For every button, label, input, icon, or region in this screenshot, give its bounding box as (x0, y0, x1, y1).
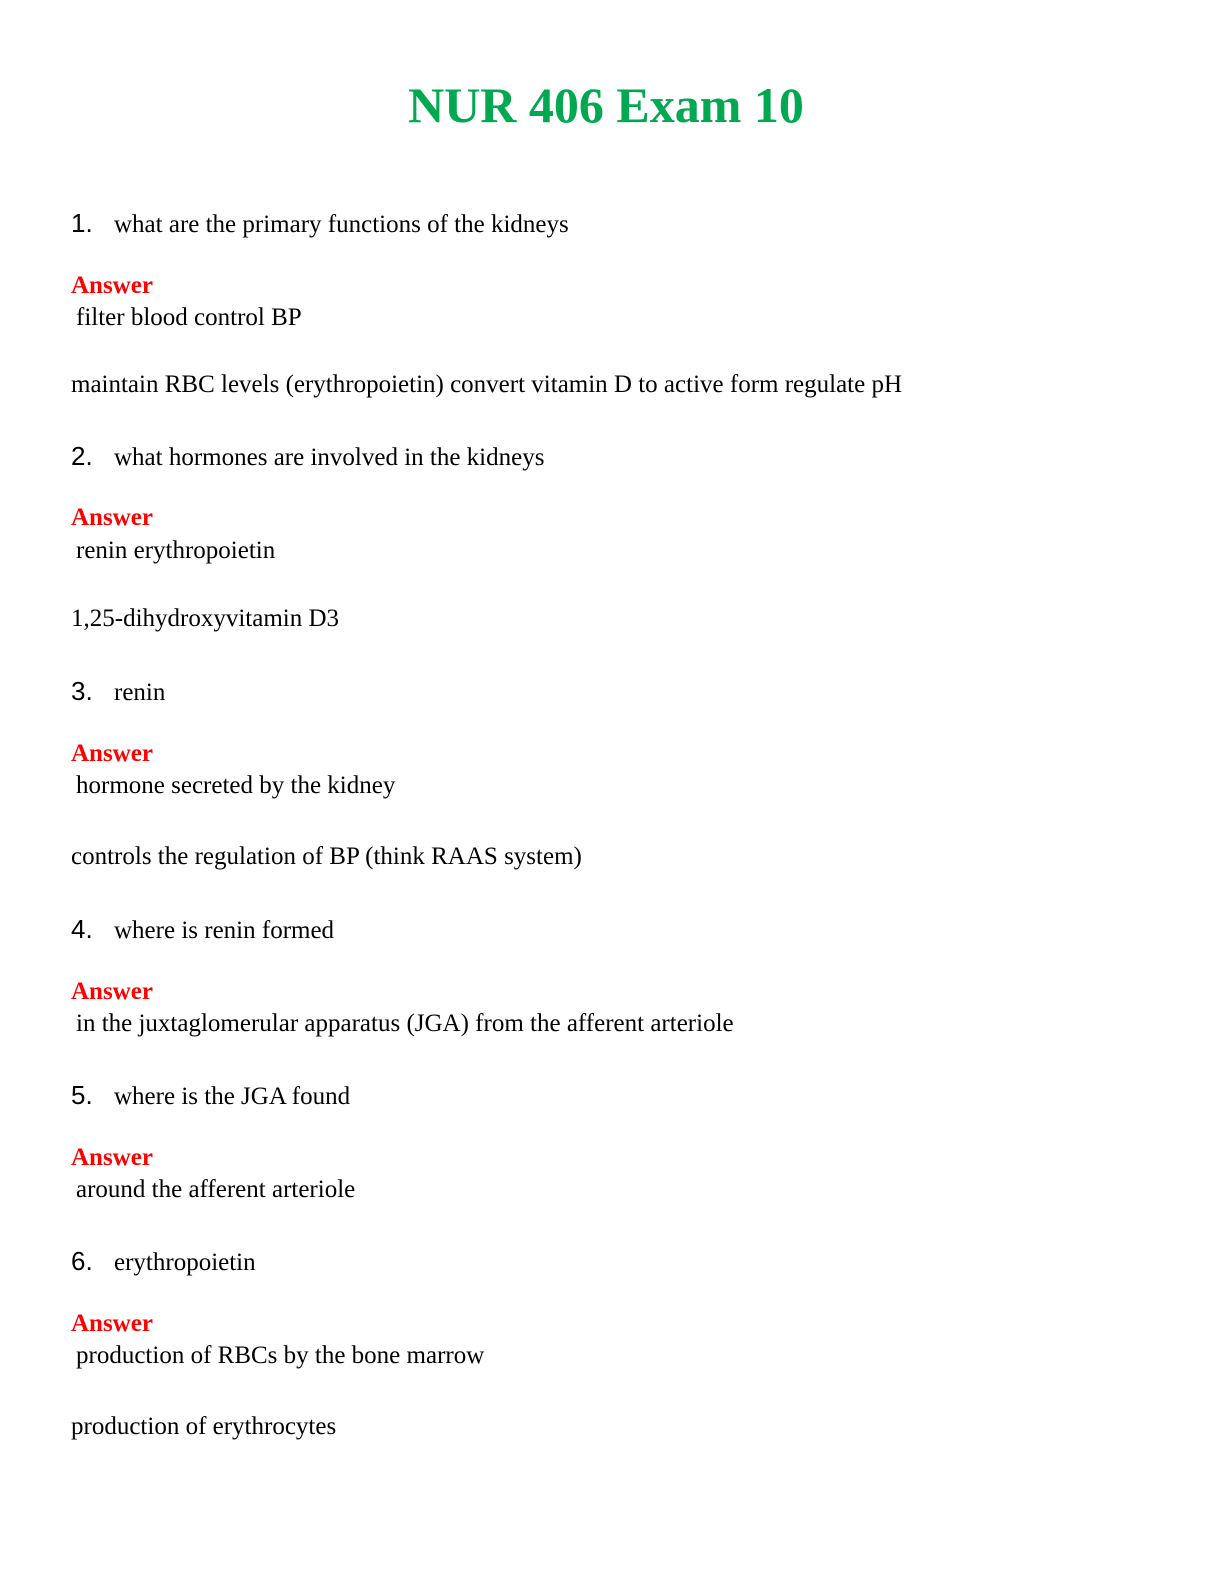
question-number: 4. (71, 914, 93, 944)
question-5 (71, 1080, 350, 1112)
answer-line: production of erythrocytes (71, 1413, 337, 1440)
question-number: 2. (71, 441, 93, 471)
answer-line: in the juxtaglomerular apparatus (JGA) from the afferent arteriole (76, 1010, 734, 1037)
question-number: 1. (71, 208, 93, 238)
answer-label: Answer (71, 272, 153, 299)
question-text: what are the primary functions of the kidneys (114, 211, 569, 238)
question-number: 5. (71, 1080, 93, 1110)
answer-line: controls the regulation of BP (think RAAS system) (71, 843, 582, 870)
answer-line: production of RBCs by the bone marrow (76, 1342, 485, 1369)
answer-line: 1,25-dihydroxyvitamin D3 (71, 605, 340, 632)
question-2 (71, 441, 544, 473)
answer-label: Answer (71, 978, 153, 1005)
answer-line: filter blood control BP (76, 304, 302, 331)
question-text: where is renin formed (114, 917, 335, 944)
question-number: 3. (71, 676, 93, 706)
question-3 (71, 676, 165, 708)
answer-line: hormone secreted by the kidney (76, 772, 396, 799)
answer-line: around the afferent arteriole (76, 1176, 356, 1203)
answer-label: Answer (71, 504, 153, 531)
answer-label: Answer (71, 740, 153, 767)
answer-label: Answer (71, 1144, 153, 1171)
question-text: erythropoietin (114, 1249, 256, 1276)
question-text: renin (114, 679, 166, 706)
answer-line: maintain RBC levels (erythropoietin) convert vitamin D to active form regulate pH (71, 371, 903, 398)
question-1 (71, 208, 569, 240)
answer-line: renin erythropoietin (76, 537, 276, 564)
question-4 (71, 914, 334, 946)
document-title: NUR 406 Exam 10 (408, 77, 804, 133)
question-6 (71, 1246, 256, 1278)
question-text: where is the JGA found (114, 1083, 351, 1110)
answer-label: Answer (71, 1310, 153, 1337)
question-text: what hormones are involved in the kidneys (114, 444, 545, 471)
question-number: 6. (71, 1246, 93, 1276)
